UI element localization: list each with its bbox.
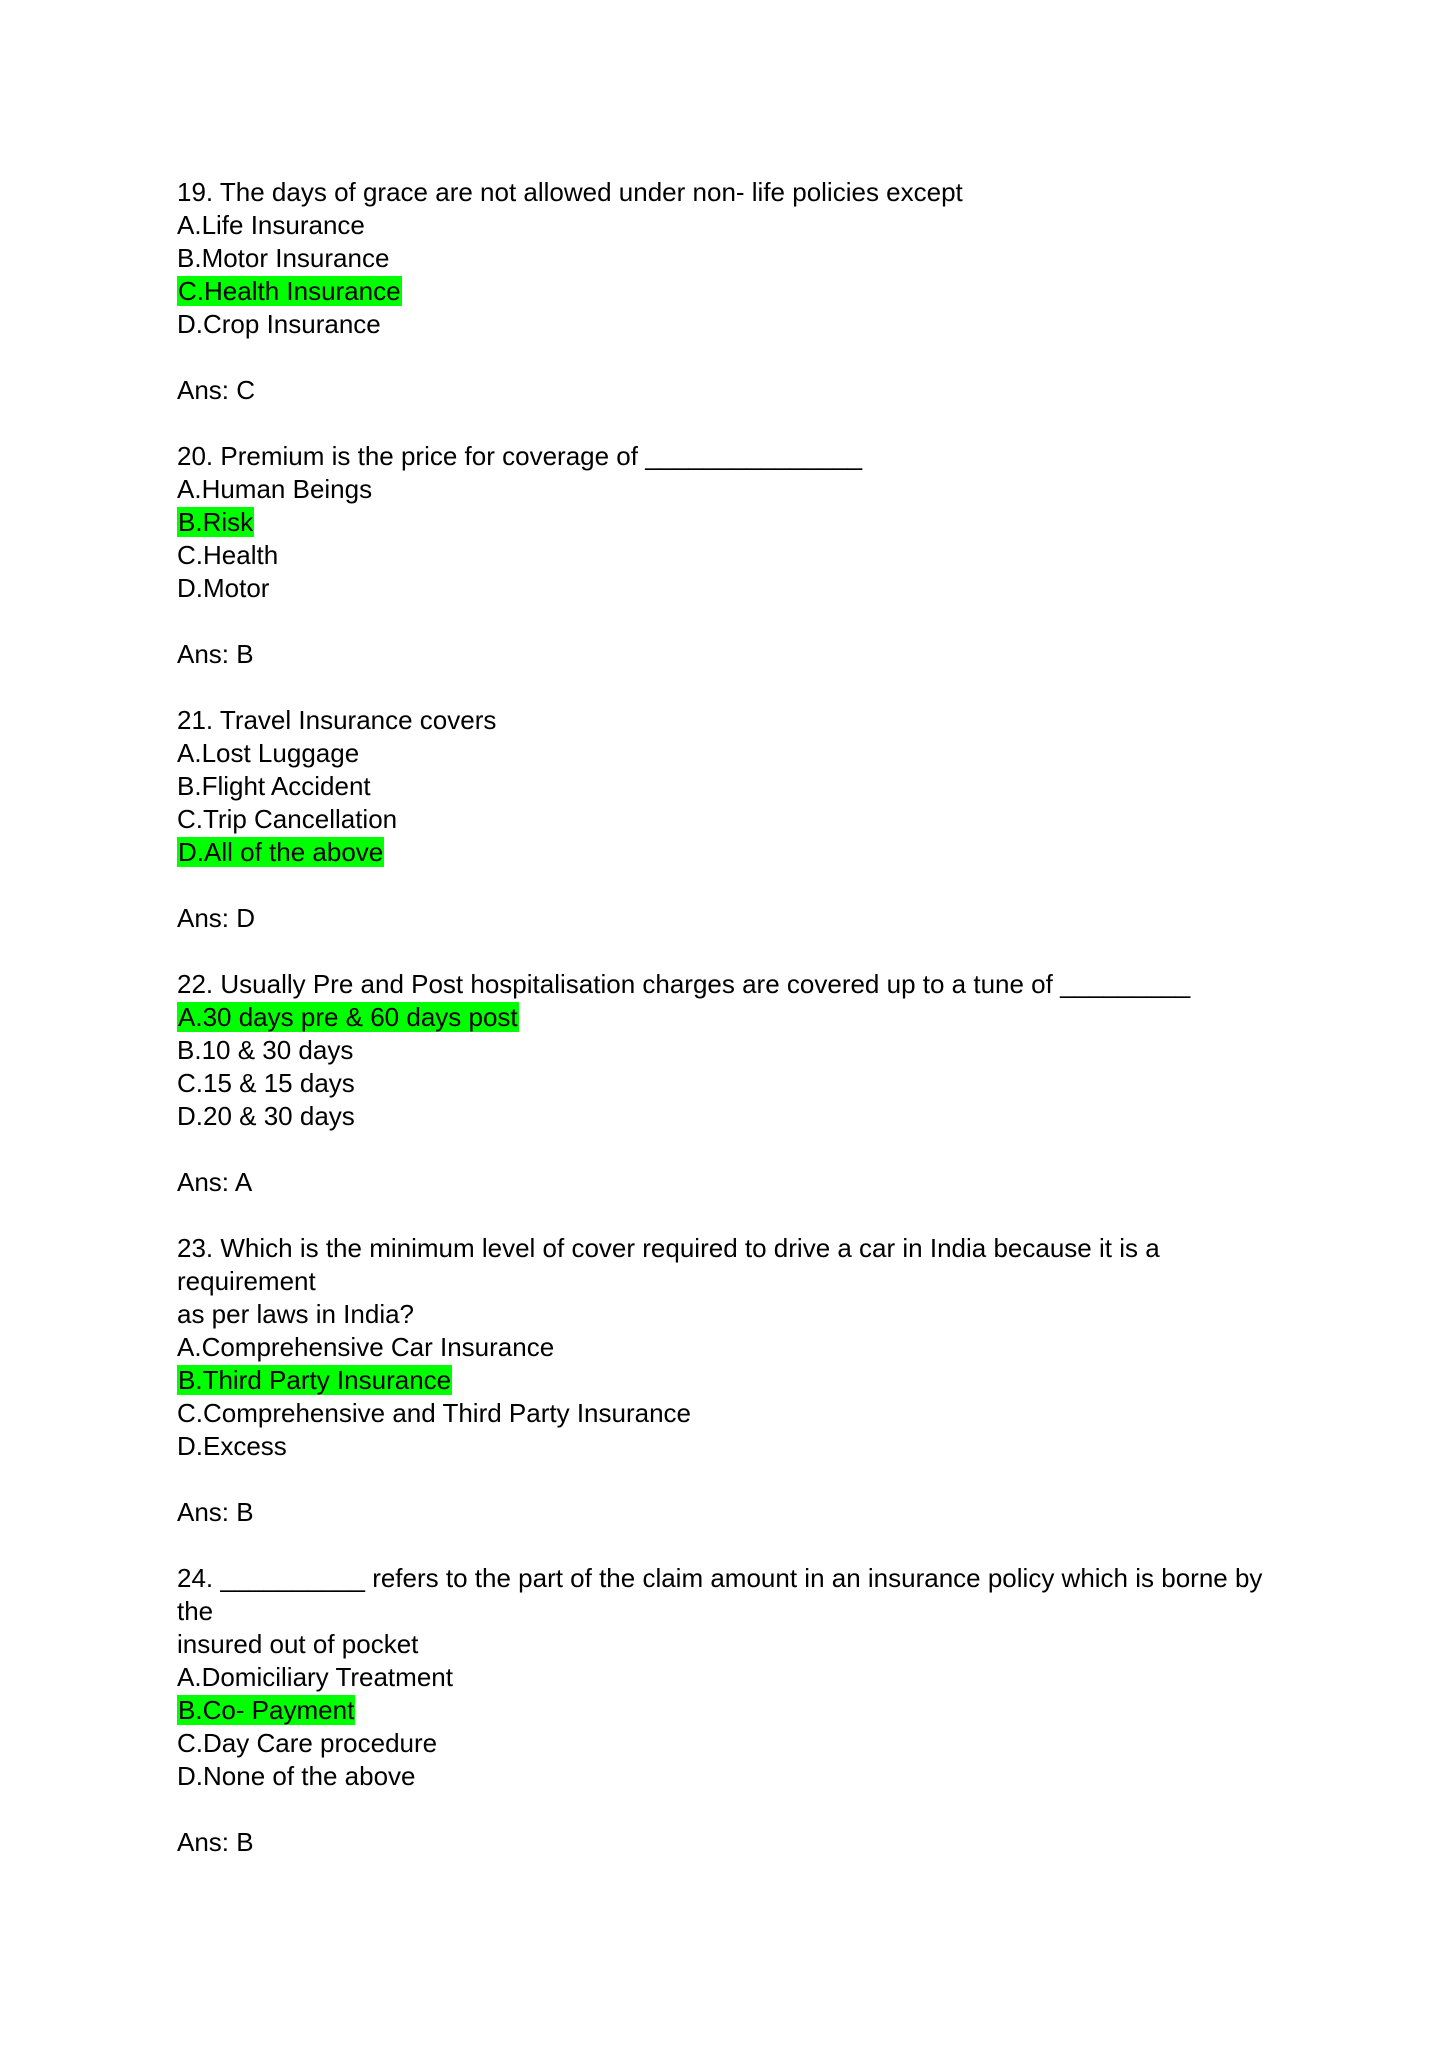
answer-option bbox=[177, 209, 1277, 242]
question-list bbox=[177, 176, 1277, 1892]
answer-option bbox=[177, 1727, 1277, 1760]
answer-key: Ans: B bbox=[177, 639, 254, 669]
question-text: 20. Premium is the price for coverage of _______________ bbox=[177, 441, 863, 471]
option-text: D.20 & 30 days bbox=[177, 1101, 355, 1131]
question-text: 21. Travel Insurance covers bbox=[177, 705, 497, 735]
question-text: 22. Usually Pre and Post hospitalisation charges are covered up to a tune of _________ bbox=[177, 969, 1191, 999]
answer-option bbox=[177, 308, 1277, 341]
option-text: A.Human Beings bbox=[177, 474, 373, 504]
option-text: C.Comprehensive and Third Party Insurance bbox=[177, 1398, 691, 1428]
question-text: 19. The days of grace are not allowed under non- life policies except bbox=[177, 177, 963, 207]
answer-key: Ans: C bbox=[177, 375, 256, 405]
answer-option bbox=[177, 1661, 1277, 1694]
option-text: A.Life Insurance bbox=[177, 210, 365, 240]
answer-key: Ans: B bbox=[177, 1827, 254, 1857]
option-text: A.Comprehensive Car Insurance bbox=[177, 1332, 555, 1362]
answer-option bbox=[177, 1760, 1277, 1793]
question-block bbox=[177, 176, 1277, 407]
option-text: C.Trip Cancellation bbox=[177, 804, 398, 834]
question-text: 23. Which is the minimum level of cover required to drive a car in India because it is a requirement bbox=[177, 1233, 1167, 1296]
option-text: D.None of the above bbox=[177, 1761, 416, 1791]
option-text: D.Motor bbox=[177, 573, 270, 603]
option-text: B.10 & 30 days bbox=[177, 1035, 354, 1065]
answer-option bbox=[177, 1100, 1277, 1133]
correct-option-highlight: B.Risk bbox=[178, 507, 254, 537]
answer-option bbox=[177, 836, 1277, 869]
option-text: A.Domiciliary Treatment bbox=[177, 1662, 453, 1692]
option-text: C.Day Care procedure bbox=[177, 1728, 438, 1758]
correct-option-highlight: B.Co- Payment bbox=[178, 1695, 355, 1725]
answer-option bbox=[177, 1397, 1277, 1430]
question-block bbox=[177, 704, 1277, 935]
answer-option bbox=[177, 737, 1277, 770]
correct-option-highlight: B.Third Party Insurance bbox=[178, 1365, 452, 1395]
answer-option bbox=[177, 803, 1277, 836]
answer-option bbox=[177, 572, 1277, 605]
answer-option bbox=[177, 1034, 1277, 1067]
answer-option bbox=[177, 506, 1277, 539]
option-text: B.Flight Accident bbox=[177, 771, 371, 801]
answer-option bbox=[177, 473, 1277, 506]
correct-option-highlight: D.All of the above bbox=[178, 837, 384, 867]
question-text: 24. __________ refers to the part of the claim amount in an insurance policy which is borne by the bbox=[177, 1563, 1270, 1626]
answer-option bbox=[177, 242, 1277, 275]
question-block bbox=[177, 1232, 1277, 1529]
answer-option bbox=[177, 1430, 1277, 1463]
option-text: C.Health bbox=[177, 540, 279, 570]
answer-option bbox=[177, 275, 1277, 308]
answer-option bbox=[177, 1364, 1277, 1397]
question-block bbox=[177, 968, 1277, 1199]
option-text: B.Motor Insurance bbox=[177, 243, 390, 273]
option-text: D.Excess bbox=[177, 1431, 287, 1461]
question-text: insured out of pocket bbox=[177, 1629, 419, 1659]
answer-option bbox=[177, 1067, 1277, 1100]
answer-option bbox=[177, 1331, 1277, 1364]
option-text: A.Lost Luggage bbox=[177, 738, 360, 768]
answer-key: Ans: B bbox=[177, 1497, 254, 1527]
answer-option bbox=[177, 1001, 1277, 1034]
question-block bbox=[177, 440, 1277, 671]
option-text: D.Crop Insurance bbox=[177, 309, 381, 339]
question-text: as per laws in India? bbox=[177, 1299, 415, 1329]
answer-option bbox=[177, 539, 1277, 572]
option-text: C.15 & 15 days bbox=[177, 1068, 355, 1098]
question-block bbox=[177, 1562, 1277, 1859]
answer-key: Ans: D bbox=[177, 903, 256, 933]
correct-option-highlight: C.Health Insurance bbox=[178, 276, 401, 306]
answer-key: Ans: A bbox=[177, 1167, 253, 1197]
answer-option bbox=[177, 770, 1277, 803]
answer-option bbox=[177, 1694, 1277, 1727]
correct-option-highlight: A.30 days pre & 60 days post bbox=[178, 1002, 518, 1032]
